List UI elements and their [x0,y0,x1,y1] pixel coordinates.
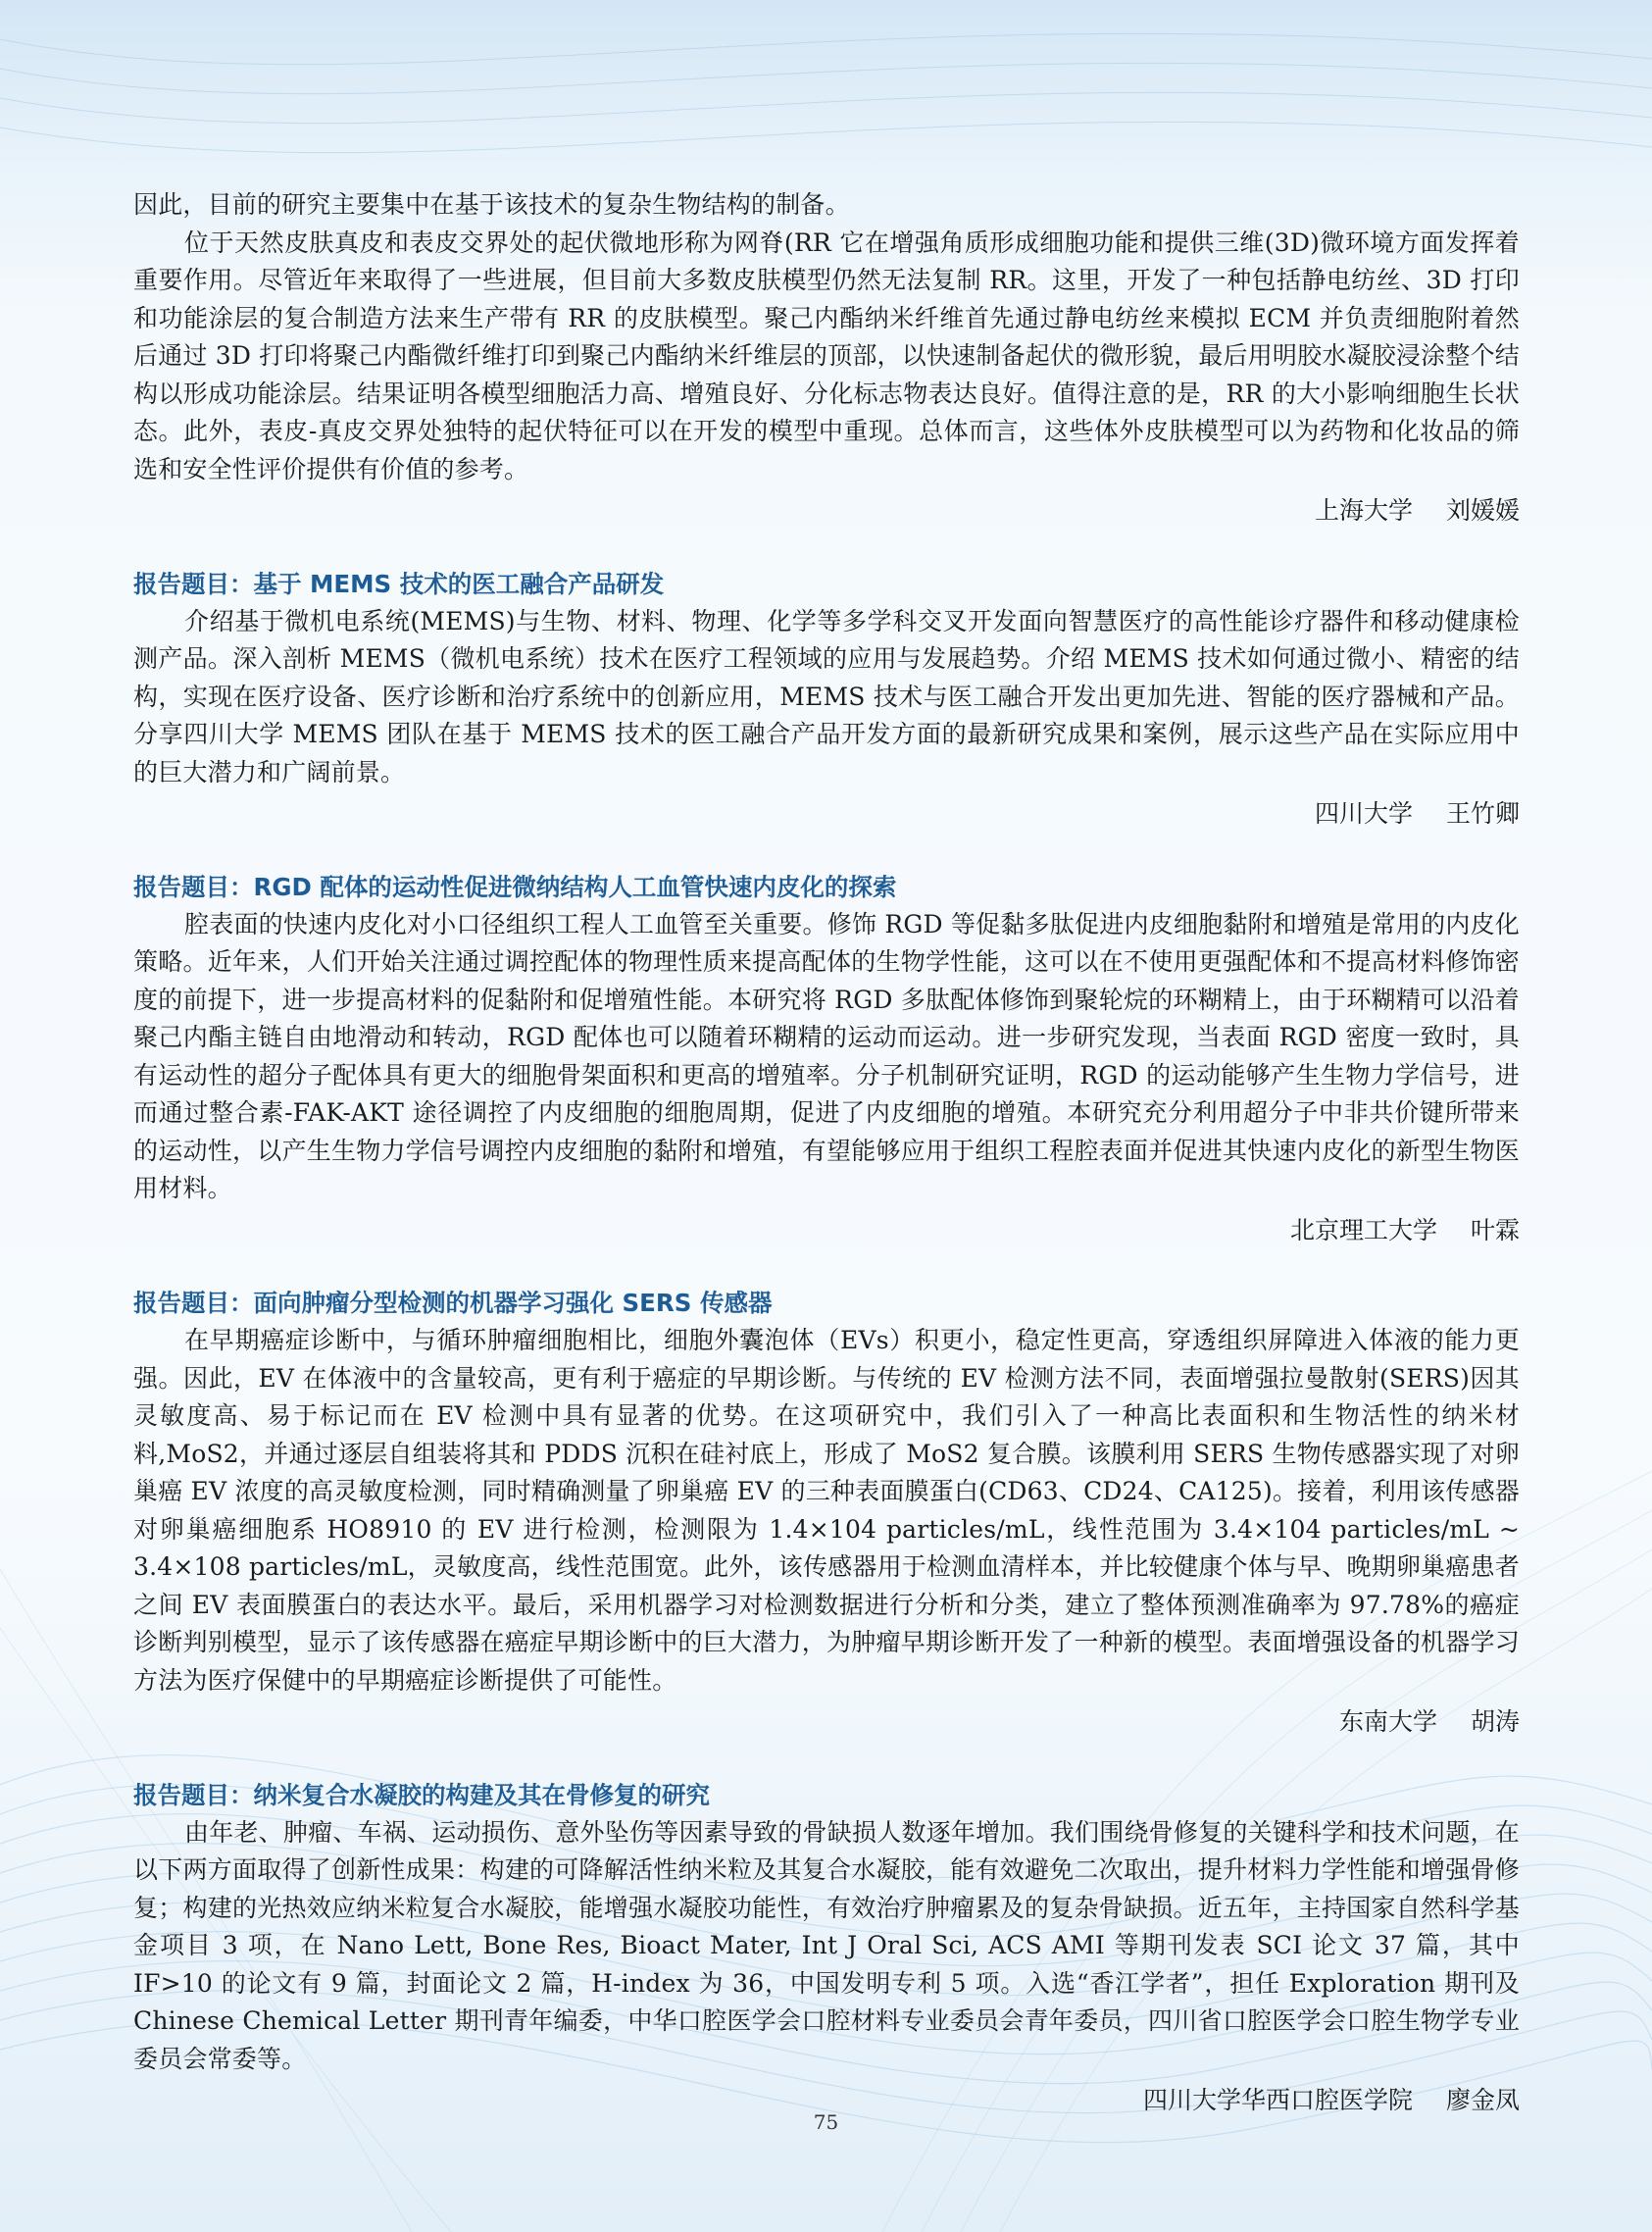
report-author-line [133,1703,1520,1742]
report-title: 报告题目：面向肿瘤分型检测的机器学习强化 SERS 传感器 [133,1289,773,1317]
author-name: 刘媛媛 [1445,496,1520,525]
author-affiliation: 东南大学 [1338,1707,1437,1736]
author-name: 廖金凤 [1445,2086,1520,2114]
report-title: 报告题目：纳米复合水凝胶的构建及其在骨修复的研究 [133,1780,710,1809]
intro-author-line [133,492,1520,531]
report-abstract: 介绍基于微机电系统(MEMS)与生物、材料、物理、化学等多学科交叉开发面向智慧医疗的高性能诊疗器件和移动健康检测产品。深入剖析 MEMS（微机电系统）技术在医疗工程领域的应用与发展趋势。介绍 MEMS 技术如何通过微小、精密的结构，实现在医疗设备、医疗诊断和治疗系统中的创新应用，MEMS 技术与医工融合开发出更加先进、智能的医疗器械和产品。分享四川大学 MEMS 团队在基于 MEMS 技术的医工融合产品开发方面的最新研究成果和案例，展示这些产品在实际应用中的巨大潜力和广阔前景。 [133,606,1520,786]
author-affiliation: 四川大学 [1314,799,1413,828]
author-affiliation: 上海大学 [1314,496,1413,525]
report-section-1 [133,566,1520,834]
intro-continuation: 因此，目前的研究主要集中在基于该技术的复杂生物结构的制备。 [133,190,850,219]
author-name: 王竹卿 [1445,799,1520,828]
report-abstract: 由年老、肿瘤、车祸、运动损伤、意外坠伤等因素导致的骨缺损人数逐年增加。我们围绕骨修复的关键科学和技术问题，在以下两方面取得了创新性成果：构建的可降解活性纳米粒及其复合水凝胶，能有效避免二次取出，提升材料力学性能和增强骨修复；构建的光热效应纳米粒复合水凝胶，能增强水凝胶功能性，有效治疗肿瘤累及的复杂骨缺损。近五年，主持国家自然科学基金项目 3 项，在 Nano Lett, Bone Res, Bioact Mater, Int J Oral Sci, ACS AMI 等期刊发表 SCI 论文 37 篇，其中 IF>10 的论文有 9 篇，封面论文 2 篇，H-index 为 36，中国发明专利 5 项。入选“香江学者”，担任 Exploration 期刊及 Chinese Chemical Letter 期刊青年编委，中华口腔医学会口腔材料专业委员会青年委员，四川省口腔医学会口腔生物学专业委员会常委等。 [133,1817,1520,2073]
author-name: 叶霖 [1470,1215,1520,1244]
report-title: 报告题目：基于 MEMS 技术的医工融合产品研发 [133,569,665,598]
report-abstract: 腔表面的快速内皮化对小口径组织工程人工血管至关重要。修饰 RGD 等促黏多肽促进内皮细胞黏附和增殖是常用的内皮化策略。近年来，人们开始关注通过调控配体的物理性质来提高配体的生物学性能，这可以在不使用更强配体和不提高材料修饰密度的前提下，进一步提高材料的促黏附和促增殖性能。本研究将 RGD 多肽配体修饰到聚轮烷的环糊精上，由于环糊精可以沿着聚己内酯主链自由地滑动和转动，RGD 配体也可以随着环糊精的运动而运动。进一步研究发现，当表面 RGD 密度一致时，具有运动性的超分子配体具有更大的细胞骨架面积和更高的增殖率。分子机制研究证明，RGD 的运动能够产生生物力学信号，进而通过整合素-FAK-AKT 途径调控了内皮细胞的细胞周期，促进了内皮细胞的增殖。本研究充分利用超分子中非共价键所带来的运动性，以产生生物力学信号调控内皮细胞的黏附和增殖，有望能够应用于组织工程腔表面并促进其快速内皮化的新型生物医用材料。 [133,909,1520,1202]
report-abstract: 在早期癌症诊断中，与循环肿瘤细胞相比，细胞外囊泡体（EVs）积更小，稳定性更高，穿透组织屏障进入体液的能力更强。因此，EV 在体液中的含量较高，更有利于癌症的早期诊断。与传统的 EV 检测方法不同，表面增强拉曼散射(SERS)因其灵敏度高、易于标记而在 EV 检测中具有显著的优势。在这项研究中，我们引入了一种高比表面积和生物活性的纳米材料,MoS2，并通过逐层自组装将其和 PDDS 沉积在硅衬底上，形成了 MoS2 复合膜。该膜利用 SERS 生物传感器实现了对卵巢癌 EV 浓度的高灵敏度检测，同时精确测量了卵巢癌 EV 的三种表面膜蛋白(CD63、CD24、CA125)。接着，利用该传感器对卵巢癌细胞系 HO8910 的 EV 进行检测，检测限为 1.4×104 particles/mL，线性范围为 3.4×104 particles/mL ~ 3.4×108 particles/mL，灵敏度高，线性范围宽。此外，该传感器用于检测血清样本，并比较健康个体与早、晚期卵巢癌患者之间 EV 表面膜蛋白的表达水平。最后，采用机器学习对检测数据进行分析和分类，建立了整体预测准确率为 97.78%的癌症诊断判别模型，显示了该传感器在癌症早期诊断中的巨大潜力，为肿瘤早期诊断开发了一种新的模型。表面增强设备的机器学习方法为医疗保健中的早期癌症诊断提供了可能性。 [133,1326,1521,1695]
author-affiliation: 北京理工大学 [1289,1215,1437,1244]
report-section-4 [133,1777,1520,2120]
page-number: 75 [813,2110,839,2134]
report-section-3 [133,1285,1520,1742]
report-section-2 [133,869,1520,1250]
report-author-line [133,795,1520,834]
document-body [133,186,1520,2120]
report-author-line [133,1212,1520,1250]
author-name: 胡涛 [1470,1707,1520,1736]
intro-paragraph: 位于天然皮肤真皮和表皮交界处的起伏微地形称为网脊(RR 它在增强角质形成细胞功能和提供三维(3D)微环境方面发挥着重要作用。尽管近年来取得了一些进展，但目前大多数皮肤模型仍然无法复制 RR。这里，开发了一种包括静电纺丝、3D 打印和功能涂层的复合制造方法来生产带有 RR 的皮肤模型。聚己内酯纳米纤维首先通过静电纺丝来模拟 ECM 并负责细胞附着然后通过 3D 打印将聚己内酯微纤维打印到聚己内酯纳米纤维层的顶部，以快速制备起伏的微形貌，最后用明胶水凝胶浸涂整个结构以形成功能涂层。结果证明各模型细胞活力高、增殖良好、分化标志物表达良好。值得注意的是，RR 的大小影响细胞生长状态。此外，表皮-真皮交界处独特的起伏特征可以在开发的模型中重现。总体而言，这些体外皮肤模型可以为药物和化妆品的筛选和安全性评价提供有价值的参考。 [133,228,1520,483]
report-title: 报告题目：RGD 配体的运动性促进微纳结构人工血管快速内皮化的探索 [133,872,897,901]
author-affiliation: 四川大学华西口腔医学院 [1142,2086,1413,2114]
